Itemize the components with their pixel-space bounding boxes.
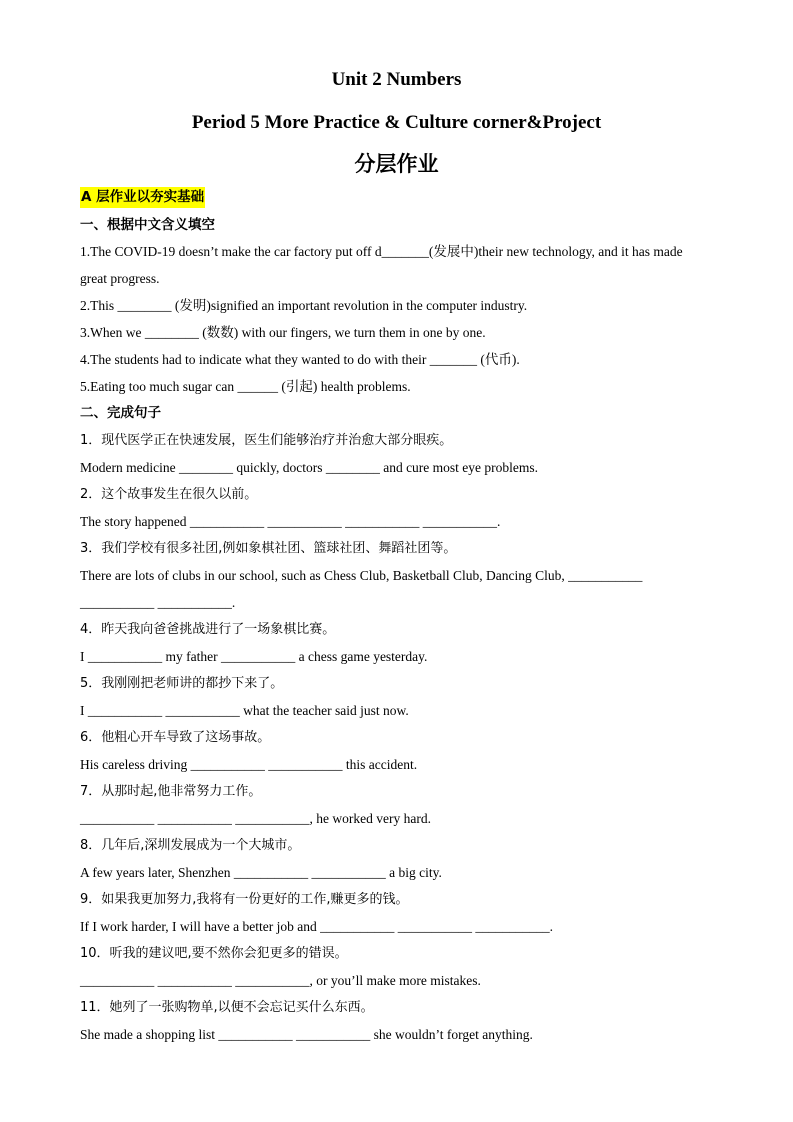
chinese-prompt: 10．听我的建议吧,要不然你会犯更多的错误。 (80, 946, 348, 961)
sentence-line: I ___________ my father ___________ a chess game yesterday. (80, 649, 428, 664)
exercise-line: 2.This ________ (发明)signified an important revolution in the computer industry. (80, 298, 528, 313)
section-2-heading: 二、完成句子 (80, 405, 161, 421)
chinese-prompt: 1．现代医学正在快速发展，医生们能够治疗并治愈大部分眼疾。 (80, 433, 453, 448)
chinese-prompt: 2．这个故事发生在很久以前。 (80, 487, 258, 502)
sentence-line: ___________ ___________. (80, 595, 236, 610)
exercise-line: great progress. (80, 271, 160, 286)
exercise-line: 3.When we ________ (数数) with our fingers, we turn them in one by one. (80, 325, 486, 340)
sentence-line: ___________ ___________ ___________, he worked very hard. (80, 811, 431, 826)
sentence-line: Modern medicine ________ quickly, doctors ________ and cure most eye problems. (80, 460, 539, 475)
exercise-line: 1.The COVID-19 doesn’t make the car factory put off d_______(发展中)their new technology, and it has made (80, 244, 683, 259)
chinese-prompt: 5．我刚刚把老师讲的都抄下来了。 (80, 676, 284, 691)
sentence-line: I ___________ ___________ what the teacher said just now. (80, 703, 409, 718)
chinese-prompt: 11．她列了一张购物单,以便不会忘记买什么东西。 (80, 1000, 374, 1015)
sentence-line: The story happened ___________ ___________ ___________ ___________. (80, 514, 501, 529)
sentence-line: A few years later, Shenzhen ___________ ___________ a big city. (80, 865, 442, 880)
unit-title: Unit 2 Numbers (331, 69, 462, 90)
sentence-line: She made a shopping list ___________ ___________ she wouldn’t forget anything. (80, 1027, 533, 1042)
chinese-prompt: 9．如果我更加努力,我将有一份更好的工作,赚更多的钱。 (80, 892, 409, 907)
period-subtitle: Period 5 More Practice & Culture corner&Project (191, 112, 602, 133)
exercise-line: 5.Eating too much sugar can ______ (引起) health problems. (80, 379, 411, 394)
chinese-prompt: 6．他粗心开车导致了这场事故。 (80, 730, 271, 745)
sentence-line: If I work harder, I will have a better job and ___________ ___________ ___________. (80, 919, 553, 934)
exercise-line: 4.The students had to indicate what they wanted to do with their _______ (代币). (80, 352, 520, 367)
chinese-prompt: 4．昨天我向爸爸挑战进行了一场象棋比赛。 (80, 622, 336, 637)
sentence-line: ___________ ___________ ___________, or you’ll make more mistakes. (80, 973, 481, 988)
chinese-prompt: 3．我们学校有很多社团,例如象棋社团、篮球社团、舞蹈社团等。 (80, 541, 457, 556)
homework-title: 分层作业 (354, 152, 439, 176)
section-1-heading: 一、根据中文含义填空 (80, 217, 215, 233)
level-a-banner: A 层作业以夯实基础 (80, 187, 205, 208)
chinese-prompt: 7．从那时起,他非常努力工作。 (80, 784, 262, 799)
sentence-line: His careless driving ___________ ___________ this accident. (80, 757, 418, 772)
sentence-line: There are lots of clubs in our school, such as Chess Club, Basketball Club, Dancing Club, ___________ (80, 568, 643, 583)
chinese-prompt: 8．几年后,深圳发展成为一个大城市。 (80, 838, 301, 853)
